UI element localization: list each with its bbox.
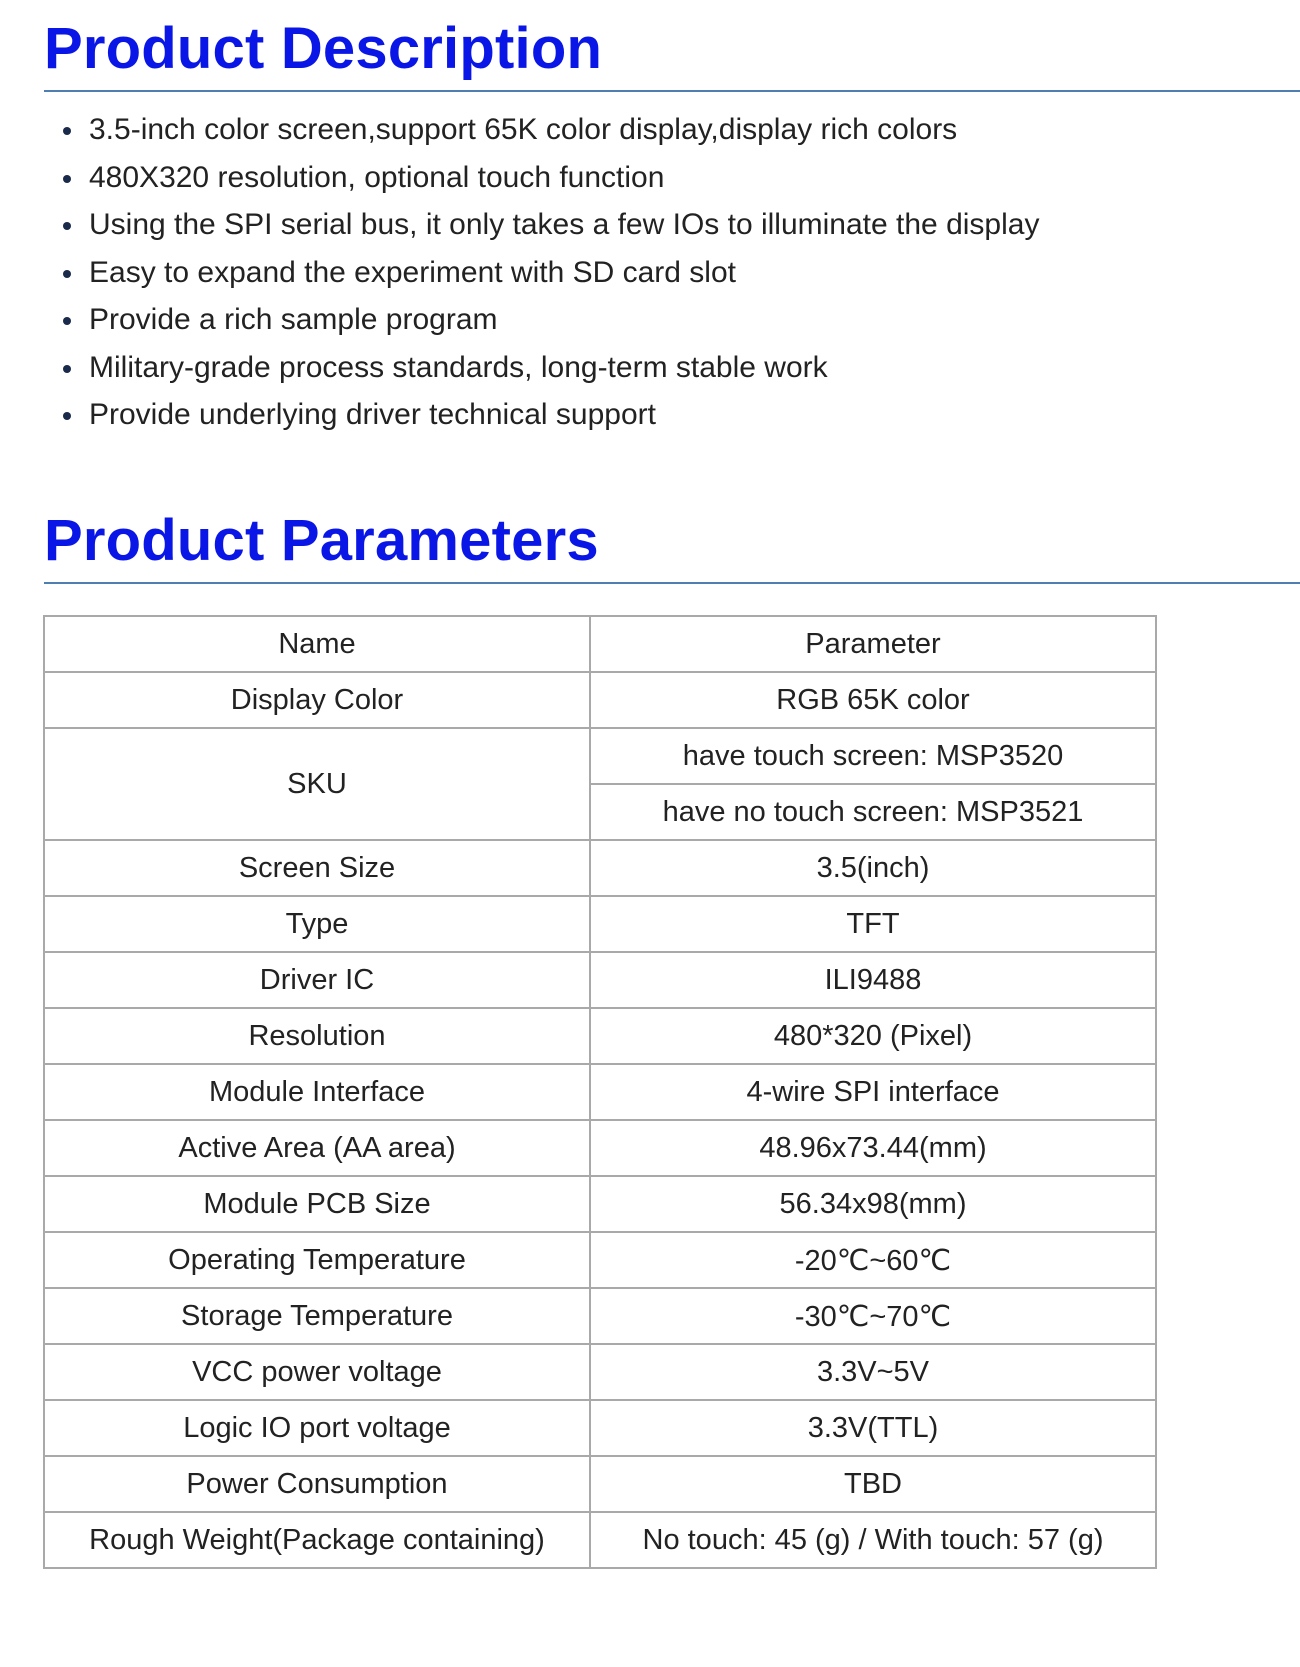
feature-item <box>60 201 1260 249</box>
feature-item <box>60 391 1260 439</box>
table-row <box>44 1120 1156 1176</box>
param-name: Rough Weight(Package containing) <box>44 1512 590 1568</box>
param-value: 480*320 (Pixel) <box>590 1008 1156 1064</box>
param-name: VCC power voltage <box>44 1344 590 1400</box>
header-name: Name <box>44 616 590 672</box>
param-value: TBD <box>590 1456 1156 1512</box>
product-description-heading: Product Description <box>44 16 603 81</box>
param-value: 48.96x73.44(mm) <box>590 1120 1156 1176</box>
param-value: 3.3V(TTL) <box>590 1400 1156 1456</box>
table-row <box>44 1400 1156 1456</box>
table-row <box>44 1344 1156 1400</box>
param-value: have no touch screen: MSP3521 <box>590 784 1156 840</box>
param-value: TFT <box>590 896 1156 952</box>
param-value: have touch screen: MSP3520 <box>590 728 1156 784</box>
bullet-icon <box>63 317 71 325</box>
table-row <box>44 840 1156 896</box>
table-row <box>44 1232 1156 1288</box>
table-row <box>44 1288 1156 1344</box>
feature-item <box>60 296 1260 344</box>
table-row <box>44 672 1156 728</box>
param-value: 4-wire SPI interface <box>590 1064 1156 1120</box>
param-name: Storage Temperature <box>44 1288 590 1344</box>
feature-list <box>60 106 1260 439</box>
feature-text: 3.5-inch color screen,support 65K color display,display rich colors <box>89 113 958 146</box>
table-row <box>44 1456 1156 1512</box>
table-row <box>44 728 1156 784</box>
param-value: RGB 65K color <box>590 672 1156 728</box>
table-row <box>44 1176 1156 1232</box>
bullet-icon <box>63 270 71 278</box>
param-name: Display Color <box>44 672 590 728</box>
param-name: Screen Size <box>44 840 590 896</box>
feature-text: Using the SPI serial bus, it only takes a few IOs to illuminate the display <box>89 208 1040 241</box>
table-row <box>44 896 1156 952</box>
feature-text: Military-grade process standards, long-term stable work <box>89 350 828 384</box>
param-name: SKU <box>44 728 590 840</box>
table-row <box>44 1512 1156 1568</box>
bullet-icon <box>63 222 71 230</box>
feature-text: 480X320 resolution, optional touch function <box>89 160 665 194</box>
bullet-icon <box>63 175 71 183</box>
feature-item <box>60 154 1260 202</box>
param-name: Logic IO port voltage <box>44 1400 590 1456</box>
table-header-row <box>44 616 1156 672</box>
param-name: Resolution <box>44 1008 590 1064</box>
param-value: 56.34x98(mm) <box>590 1176 1156 1232</box>
parameters-table <box>43 615 1157 1569</box>
feature-text: Provide underlying driver technical support <box>89 398 656 431</box>
table-row <box>44 1008 1156 1064</box>
param-name: Module PCB Size <box>44 1176 590 1232</box>
param-value: -30℃~70℃ <box>590 1288 1156 1344</box>
feature-text: Easy to expand the experiment with SD card slot <box>89 255 736 289</box>
param-name: Active Area (AA area) <box>44 1120 590 1176</box>
section-divider <box>44 90 1300 92</box>
product-parameters-heading: Product Parameters <box>44 508 599 573</box>
table-row <box>44 952 1156 1008</box>
table-row <box>44 1064 1156 1120</box>
bullet-icon <box>63 365 71 373</box>
param-name: Driver IC <box>44 952 590 1008</box>
bullet-icon <box>63 412 71 420</box>
feature-item <box>60 249 1260 297</box>
header-parameter: Parameter <box>590 616 1156 672</box>
param-name: Operating Temperature <box>44 1232 590 1288</box>
feature-text: Provide a rich sample program <box>89 303 498 336</box>
param-name: Type <box>44 896 590 952</box>
param-name: Module Interface <box>44 1064 590 1120</box>
param-value: ILI9488 <box>590 952 1156 1008</box>
param-value: No touch: 45 (g) / With touch: 57 (g) <box>590 1512 1156 1568</box>
param-value: 3.3V~5V <box>590 1344 1156 1400</box>
bullet-icon <box>63 127 71 135</box>
feature-item <box>60 106 1260 154</box>
section-divider <box>44 582 1300 584</box>
param-value: 3.5(inch) <box>590 840 1156 896</box>
feature-item <box>60 344 1260 392</box>
param-value: -20℃~60℃ <box>590 1232 1156 1288</box>
param-name: Power Consumption <box>44 1456 590 1512</box>
